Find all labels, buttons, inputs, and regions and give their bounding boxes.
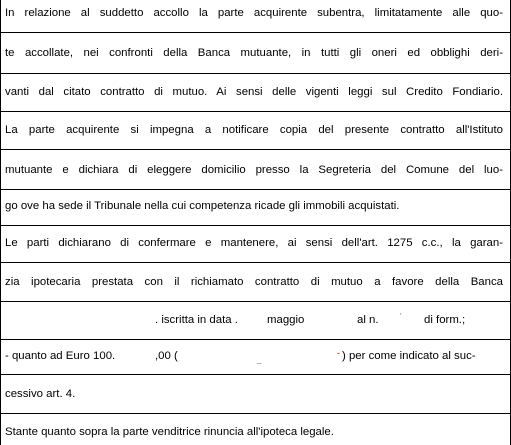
line-rule — [0, 111, 511, 112]
line-rule — [0, 32, 511, 33]
line-rule — [0, 374, 511, 375]
month-text: maggio — [267, 314, 305, 326]
euro-amount-label: - quanto ad Euro 100. — [5, 350, 116, 362]
quantum-rest-text: ) per come indicato al suc- — [342, 350, 476, 362]
line-rule — [0, 301, 511, 302]
text-line-2: te accollate, nei confronti della Banca mutuante, in tutti gli oneri ed obblighi deri- — [5, 47, 503, 59]
text-line-3: vanti dal citato contratto di mutuo. Ai sensi delle vigenti leggi sul Credito Fondiario. — [5, 86, 503, 98]
line-rule — [0, 73, 511, 74]
text-line-stante: Stante quanto sopra la parte venditrice rinuncia all'ipoteca legale. — [5, 426, 334, 438]
blank-marker: _ — [257, 355, 262, 364]
text-line-6: go ove ha sede il Tribunale nella cui competenza ricade gli immobili acquistati. — [5, 200, 400, 212]
line-rule — [0, 262, 511, 263]
line-rule — [0, 189, 511, 190]
text-line-4: La parte acquirente si impegna a notificare copia del presente contratto all'Istituto — [5, 124, 503, 136]
form-label: di form.; — [424, 314, 466, 326]
blank-marker: ' — [400, 312, 402, 321]
line-rule — [0, 413, 511, 414]
iscritta-data-label: . iscritta in data . — [155, 314, 238, 326]
blank-marker-red: - — [337, 348, 340, 358]
text-line-cessivo: cessivo art. 4. — [5, 388, 76, 400]
text-line-7: Le parti dichiarano di confermare e mantenere, ai sensi dell'art. 1275 c.c., la garan- — [5, 237, 503, 249]
line-rule — [0, 339, 511, 340]
numero-label: al n. — [357, 314, 379, 326]
euro-decimals-text: ,00 ( — [155, 350, 178, 362]
page-border-left — [0, 0, 1, 445]
text-line-1: In relazione al suddetto accollo la parte acquirente subentra, limitatamente alle quo- — [5, 7, 503, 19]
line-rule — [0, 225, 511, 226]
text-line-5: mutuante e dichiara di eleggere domicilio presso la Segreteria del Comune del luo- — [5, 164, 503, 176]
text-line-8: zia ipotecaria prestata con il richiamato contratto di mutuo a favore della Banca — [5, 276, 503, 288]
line-rule — [0, 149, 511, 150]
